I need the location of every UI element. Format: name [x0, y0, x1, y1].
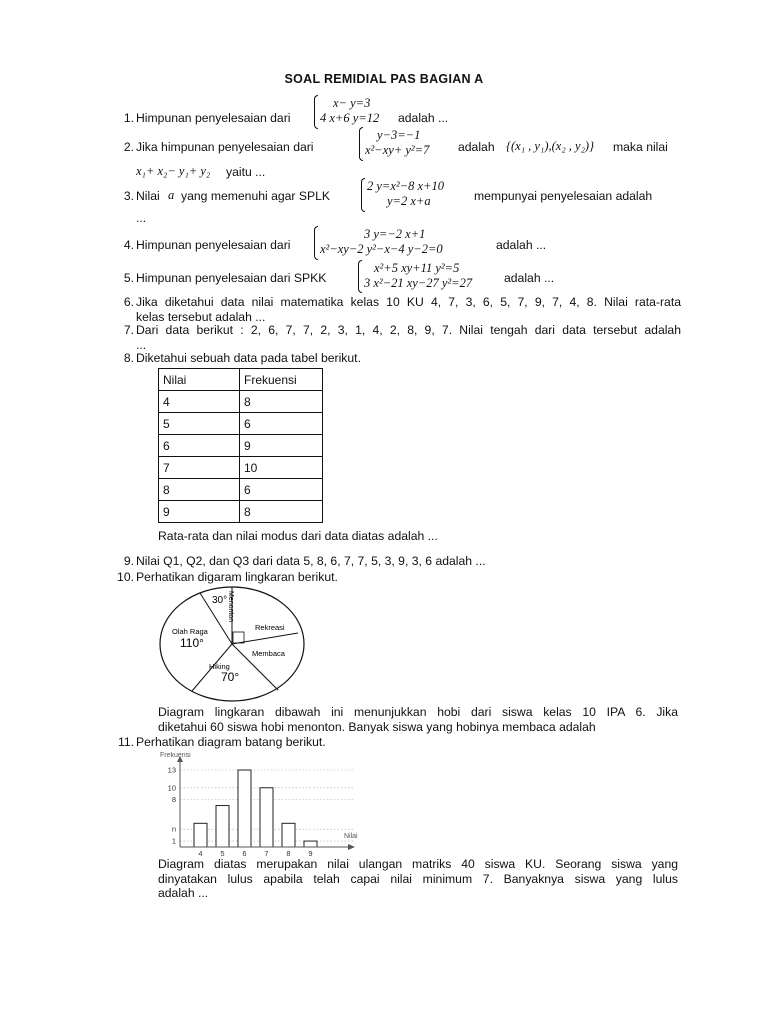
page-title: SOAL REMIDIAL PAS BAGIAN A — [284, 72, 484, 86]
table-row: 5 6 — [159, 413, 323, 435]
angle-label-menonton: 30° — [212, 595, 228, 606]
x-tick-label: 8 — [286, 849, 291, 858]
brace — [361, 178, 365, 212]
right-angle-mark — [233, 632, 244, 643]
bar-6 — [238, 770, 251, 847]
angle-label-hiking: 70° — [221, 670, 240, 684]
table-row: 7 10 — [159, 457, 323, 479]
equation-system: x²+5 xy+11 y²=5 3 x²−21 xy−27 y²=27 — [364, 261, 473, 290]
bars-layer — [168, 766, 355, 859]
pie-question: Diagram lingkaran dibawah ini menunjukkan hobi dari siswa kelas 10 IPA 6. Jika diketahui 60 siswa hobi menonton. Banyak siswa yang hobinya membaca adalah — [158, 705, 678, 734]
slice-label-olahraga: Olah Raga — [172, 627, 208, 636]
pie-chart — [150, 580, 320, 705]
table-row: 6 9 — [159, 435, 323, 457]
slice-label-menonton: Menonton — [227, 591, 234, 623]
y-tick-label: 1 — [171, 836, 176, 846]
x-tick-label: 6 — [242, 849, 247, 858]
table-row: 8 6 — [159, 479, 323, 501]
brace — [314, 95, 318, 129]
slice-label-membaca: Membaca — [252, 649, 285, 658]
equation-system: y−3=−1 x²−xy+ y²=7 — [365, 128, 430, 157]
y-tick-label: 8 — [171, 795, 176, 805]
bar-9 — [304, 841, 317, 847]
x-tick-label: 9 — [308, 849, 313, 858]
brace — [359, 127, 363, 161]
y-tick-label: 13 — [167, 765, 176, 775]
y-axis-label: Frekuensi — [160, 752, 191, 759]
equation-system: x− y=3 4 x+6 y=12 — [320, 96, 380, 125]
x-tick-label: 4 — [198, 849, 203, 858]
x-axis-arrow — [348, 844, 355, 850]
bar-question: Diagram diatas merupakan nilai ulangan matriks 40 siswa KU. Seorang siswa yang dinyatakan lulus apabila telah capai nilai minimum 7. Banyaknya siswa yang lulus adalah ... — [158, 857, 678, 900]
angle-label-olahraga: 110° — [180, 636, 204, 650]
x-tick-label: 5 — [220, 849, 225, 858]
bar-5 — [216, 806, 229, 847]
pie-divider — [232, 633, 298, 644]
slice-label-hiking: Hiking — [209, 662, 230, 671]
y-tick-label: 10 — [167, 783, 176, 793]
x-axis-label: Nilai — [344, 833, 358, 840]
frequency-table — [158, 368, 323, 523]
equation-system: 3 y=−2 x+1 x²−xy−2 y²−x−4 y−2=0 — [320, 227, 443, 256]
x-tick-label: 7 — [264, 849, 269, 858]
table-row: 9 8 — [159, 501, 323, 523]
table-question: Rata-rata dan nilai modus dari data diatas adalah ... — [158, 529, 438, 543]
bar-chart — [150, 752, 380, 860]
slice-label-rekreasi: Rekreasi — [255, 623, 285, 632]
bar-4 — [194, 823, 207, 847]
brace — [314, 226, 318, 260]
table-header-row: Nilai Frekuensi — [159, 369, 323, 391]
bar-8 — [282, 823, 295, 847]
bar-7 — [260, 788, 273, 847]
y-tick-label: n — [171, 824, 176, 834]
table-row: 4 8 — [159, 391, 323, 413]
brace — [358, 260, 362, 293]
equation-system: 2 y=x²−8 x+10 y=2 x+a — [367, 179, 444, 208]
